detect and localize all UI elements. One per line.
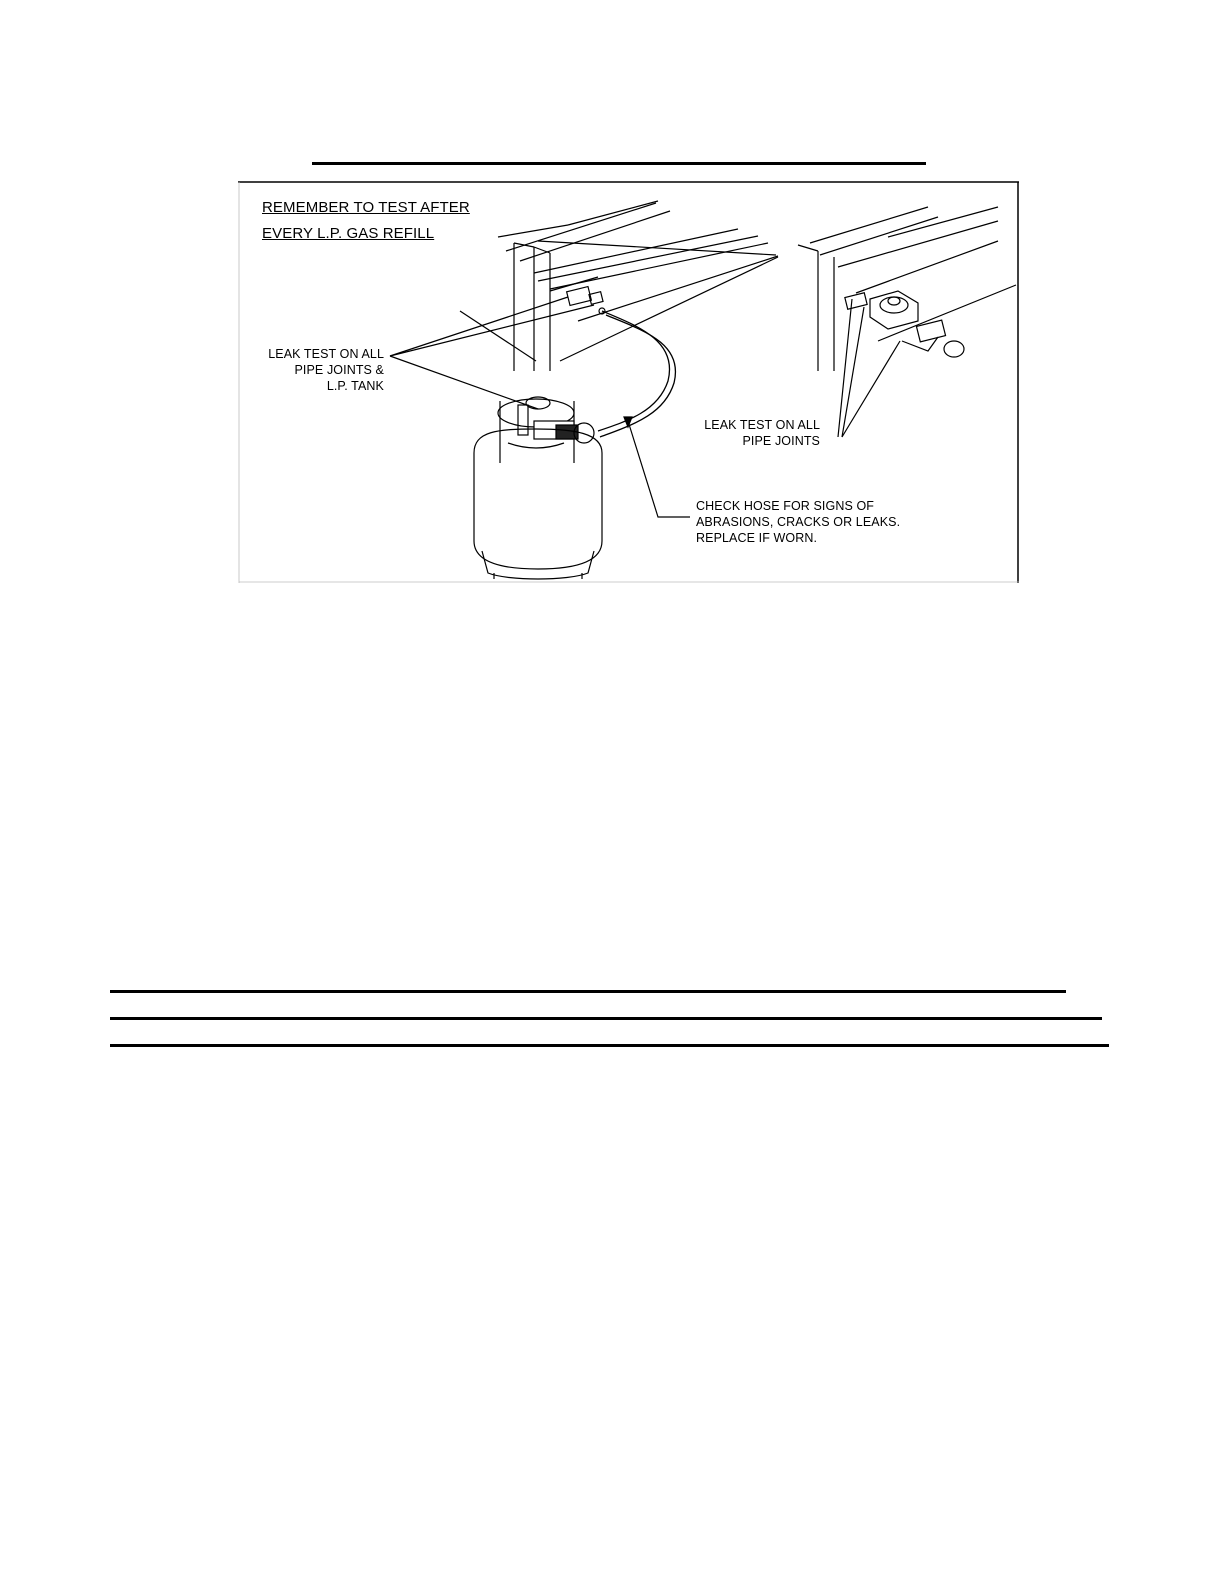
reminder-line-2: EVERY L.P. GAS REFILL	[262, 225, 435, 242]
form-rule-3	[110, 1044, 1109, 1047]
section-heading-rule	[312, 162, 926, 165]
callout-left-line-1: LEAK TEST ON ALL	[268, 347, 384, 361]
callout-tank-joints	[250, 346, 384, 394]
regulator-icon	[798, 207, 1016, 371]
callout-leaders-left	[390, 297, 594, 409]
callout-right-line-2: PIPE JOINTS	[742, 434, 820, 448]
callout-hose-line-3: REPLACE IF WORN.	[696, 531, 818, 545]
manifold-pipe-icon	[460, 201, 778, 371]
callout-right-line-1: LEAK TEST ON ALL	[704, 418, 820, 432]
reminder-note	[262, 195, 470, 247]
callout-pipe-joints	[656, 417, 820, 449]
callout-hose-line-2: ABRASIONS, CRACKS OR LEAKS.	[696, 515, 901, 529]
callout-hose-line-1: CHECK HOSE FOR SIGNS OF	[696, 499, 875, 513]
reminder-line-1: REMEMBER TO TEST AFTER	[262, 199, 470, 216]
form-rule-1	[110, 990, 1066, 993]
leak-test-figure	[238, 181, 1019, 583]
callout-left-line-3: L.P. TANK	[326, 379, 384, 393]
callout-left-line-2: PIPE JOINTS &	[294, 363, 384, 377]
callout-hose-check	[696, 498, 900, 546]
propane-tank-icon	[474, 397, 602, 579]
form-rule-2	[110, 1017, 1102, 1020]
